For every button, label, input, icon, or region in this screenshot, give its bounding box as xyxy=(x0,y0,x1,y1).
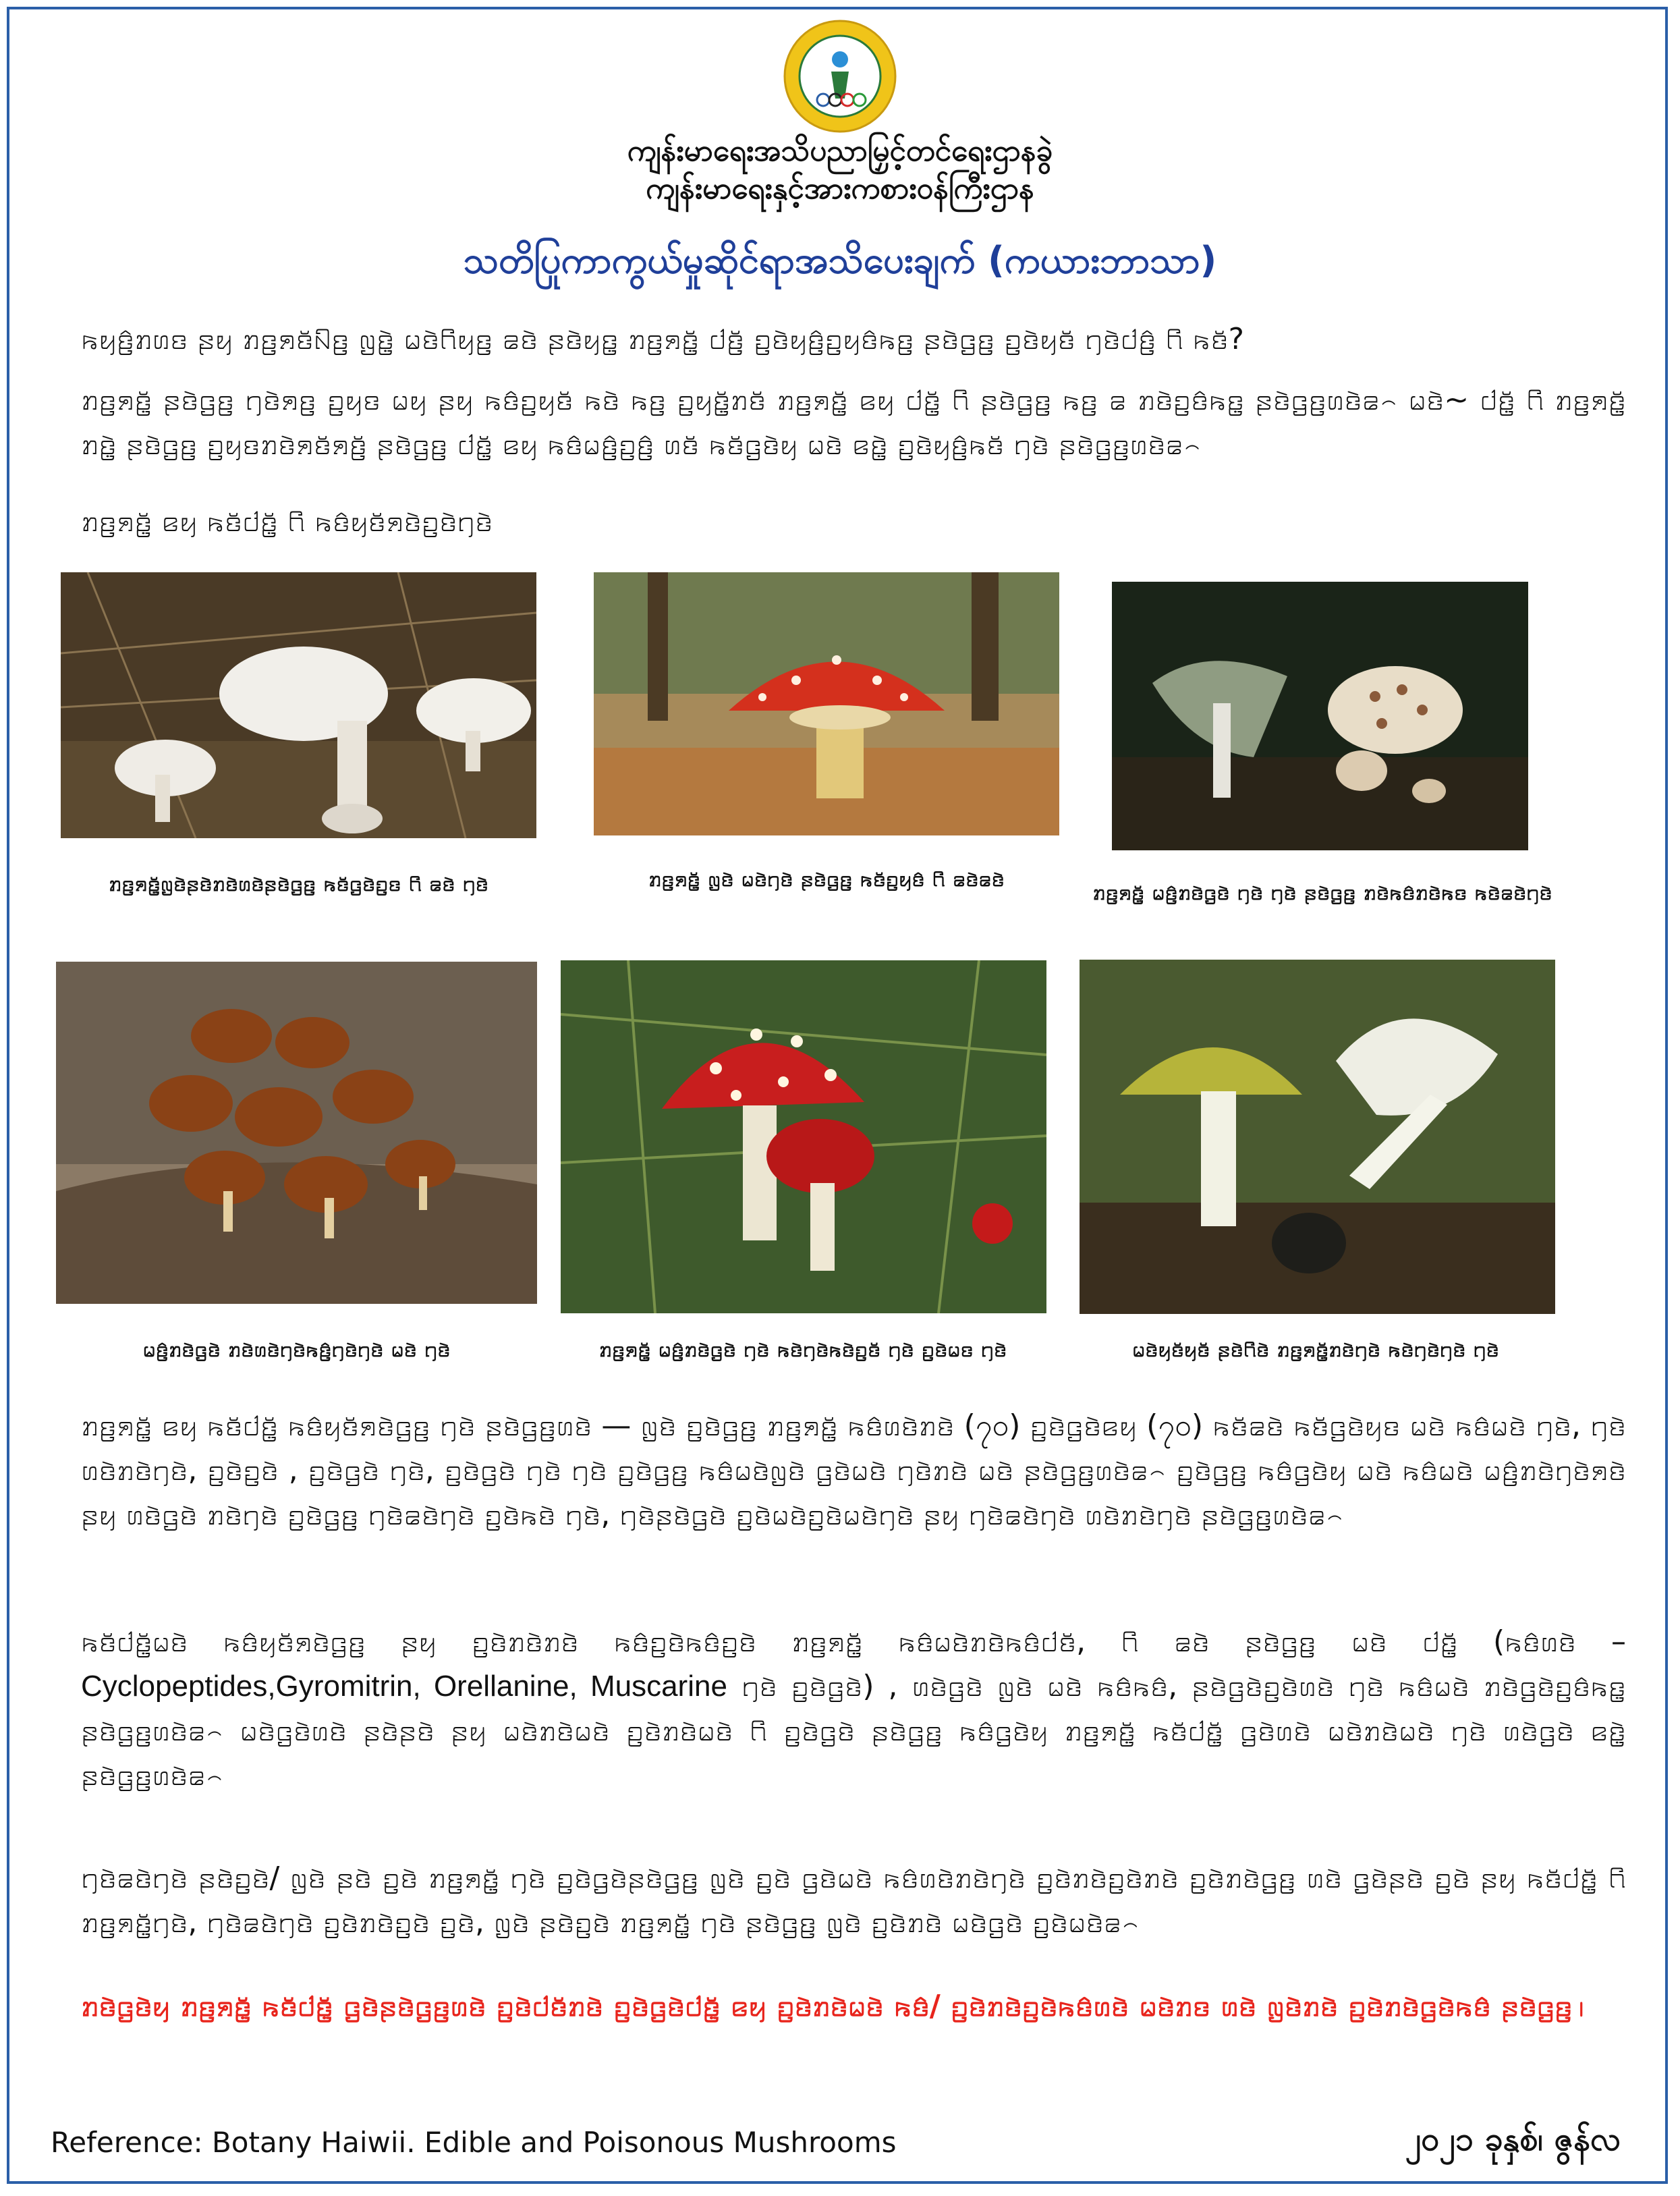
photo-caption-6: ꤗꤢꤧꤟꤢꤩꤟꤢꤩ ꤔꤢꤧꤖꤢꤧ ꤊꤢ꤬ꤎꤢꤩ꤭ꤊꤢꤧꤚꤢꤧ ꤒꤢꤧꤚꤢꤧꤚꤢꤧ ꤚꤢꤧ xyxy=(1132,1336,1499,1362)
warning-text: ꤊꤢꤧꤞꤢꤧꤟ ꤊꤢ꤬ꤎꤢꤩ꤭ ꤒꤢꤩꤓꤢꤩ꤭ ꤞꤢꤧꤔꤢꤧꤞꤢ꤬ꤛꤢꤧ ꤑꤢꤧꤓꤢꤩꤊꤢꤧ ꤑꤢꤧꤞꤢꤧꤓꤢꤩ꤭ ꤕꤟ ꤑꤢꤧꤊꤢꤧꤗꤢꤧ ꤒꤢꤨ/ ꤑꤢꤧꤊꤢꤧꤑꤢꤧꤒꤢꤨꤛꤢꤧ ꤗꤢꤧꤊꤢ ꤛꤢꤧ ꤜꤢꤧꤊꤢꤧ ꤑꤢꤧꤊꤢꤧꤞꤢꤧꤒꤢꤨ ꤔꤢꤧꤞꤢ꤬꤯ xyxy=(81,1989,1590,2023)
intro-question: ꤒꤟꤢꤨ꤬ꤊꤛꤢ ꤔꤟ ꤊꤢ꤬ꤎꤢꤩꤡꤢ꤬ ꤜꤢꤧ꤭ ꤗꤢꤧꤖꤟꤢ꤬ ꤘꤢꤧ ꤔꤢꤧꤟꤢ꤭ ꤊꤢ꤬ꤎꤢꤩ꤭ ꤓꤢꤩ꤬ ꤑꤢꤧꤟꤢꤨ꤬ꤑꤟꤢꤨꤒꤢ꤬ ꤔꤢꤧꤞꤢ꤬ ꤑꤢꤧꤟꤢꤩ ꤚꤢꤧꤓꤢꤨ꤬ ꤖ ꤒꤢꤩ? xyxy=(81,322,1244,356)
body-paragraph-2 xyxy=(81,1620,1626,1798)
photo-caption-3: ꤊꤢ꤬ꤎꤢꤩ꤭ ꤗꤢꤨ꤬ꤊꤢꤧꤞꤢꤧ ꤚꤢꤧ ꤚꤢꤧ ꤔꤢꤧꤞꤢ꤬ ꤊꤢꤧꤒꤢꤨꤊꤢꤧꤒꤢ ꤒꤢꤧꤘꤢꤧꤚꤢꤧ xyxy=(1092,879,1552,905)
toxin-names: Cyclopeptides,Gyromitrin, Orellanine, Muscarine xyxy=(81,1670,727,1703)
org-name-line2: ကျန်းမာရေးနှင့်အားကစားဝန်ကြီးဌာန xyxy=(646,171,1034,206)
photo-caption-4: ꤗꤢꤨ꤬ꤊꤢꤧꤞꤢꤧ ꤊꤢꤧꤛꤢꤧꤚꤢꤧꤒꤢꤨ꤬ꤚꤢꤧꤚꤢꤧ ꤗꤢꤧ ꤚꤢꤧ xyxy=(142,1336,451,1362)
publication-date: ၂၀၂၁ ခုနှစ်၊ ဇွန်လ xyxy=(1405,2120,1621,2158)
photo-caption-1: ꤊꤢ꤬ꤎꤢꤩ꤭ꤜꤢꤧꤔꤢꤧꤊꤢꤧꤛꤢꤧꤔꤢꤧꤞꤢ꤬ ꤒꤢꤩꤞꤢꤧꤑꤢ ꤖ ꤘꤢꤧ ꤚꤢꤧ xyxy=(109,871,488,896)
page-title: သတိပြုကာကွယ်မှုဆိုင်ရာအသိပေးချက် (ကယားဘာသာ) xyxy=(463,239,1217,281)
photos-label: ꤊꤢ꤬ꤎꤢꤩ꤭ ꤕꤟ ꤒꤢꤩꤓꤢꤩ꤭ ꤖ ꤒꤢꤨꤟꤢꤩꤎꤢꤧꤑꤢꤧꤚꤢꤧ xyxy=(81,504,493,539)
body-paragraph-2-start: ꤒꤢꤩꤓꤢꤩ꤭ꤗꤢꤧ ꤒꤢꤨꤟꤢꤩꤎꤢꤧꤞꤢ꤬ ꤔꤟ ꤑꤢꤧꤊꤢꤧꤊꤢꤧ ꤒꤢꤨꤑꤢꤧꤒꤢꤨꤑꤢꤧ ꤊꤢ꤬ꤎꤢꤩ꤭ ꤒꤢꤨꤗꤢꤧꤊꤢꤧꤒꤢꤨꤓꤢꤩ, ꤖ ꤘꤢꤧ ꤔꤢꤧꤞꤢ꤬ ꤗꤢꤧ ꤓꤢꤩ꤭ (ꤒꤢꤨꤛꤢꤧ – xyxy=(81,1624,1626,1659)
body-paragraph-3: ꤚꤢꤧꤘꤢꤧꤚꤢꤧ ꤔꤢꤧꤑꤢꤧ/ ꤜꤢꤧ ꤔꤢꤧ ꤑꤢꤧ ꤊꤢ꤬ꤎꤢꤩ꤭ ꤚꤢꤧ ꤑꤢꤧꤞꤢꤧꤔꤢꤧꤞꤢ꤬ ꤜꤢꤧ ꤑꤢꤧ ꤞꤢꤧꤗꤢꤧ ꤒꤢꤨꤛꤢꤧꤊꤢꤧꤚꤢꤧ ꤑꤢꤧꤊꤢꤧꤑꤢꤧꤊꤢꤧ ꤑꤢꤧꤊꤢꤧꤞꤢ꤬ ꤛꤢꤧ ꤞꤢꤧꤔꤢꤧ ꤑꤢꤧ ꤔꤟ ꤒꤢꤩꤓꤢꤩ꤭ ꤖ ꤊꤢ꤬ꤎꤢꤩ꤭ꤚꤢꤧ, ꤚꤢꤧꤘꤢꤧꤚꤢꤧ ꤑꤢꤧꤊꤢꤧꤑꤢꤧ ꤑꤢꤧ, ꤜꤢꤧ ꤔꤢꤧꤑꤢꤧ ꤊꤢ꤬ꤎꤢꤩ꤭ ꤚꤢꤧ ꤔꤢꤧꤞꤢ꤬ ꤜꤢꤧ ꤑꤢꤧꤊꤢꤧ ꤗꤢꤧꤞꤢꤧ ꤑꤢꤧꤗꤢꤧꤘ꤮ xyxy=(81,1861,1626,1940)
mushroom-photo-1 xyxy=(61,572,536,838)
mushroom-photo-5 xyxy=(561,960,1046,1313)
mushroom-photo-6 xyxy=(1080,960,1555,1314)
mushroom-photo-4 xyxy=(56,962,537,1304)
body-paragraph-2-end: ꤚꤢꤧ ꤑꤢꤧꤞꤢꤧ) , ꤛꤢꤧꤞꤢꤧ ꤜꤢꤧ ꤗꤢꤧ ꤒꤢꤨꤒꤢꤨ, ꤔꤢꤧꤞꤢꤧꤑꤢꤧꤛꤢꤧ ꤚꤢꤧ ꤒꤢꤨꤗꤢꤧ ꤊꤢꤧꤞꤢꤧꤑꤢꤨꤒꤢ꤭ ꤔꤢꤧꤞꤢ꤬ꤛꤢꤧꤘ꤮ ꤗꤢꤧꤞꤢꤧꤛꤢꤧ ꤔꤢꤧꤔꤢꤧ ꤔꤟ ꤗꤢꤧꤊꤢꤧꤗꤢꤧ ꤑꤢꤧꤊꤢꤧꤗꤢꤧ ꤖ ꤑꤢꤧꤞꤢꤧ ꤔꤢꤧꤞꤢ꤬ ꤒꤢꤨꤞꤢꤧꤟ ꤊꤢ꤬ꤎꤢꤩ꤭ ꤒꤢꤩꤓꤢꤩ꤭ ꤞꤢꤧꤛꤢꤧ ꤗꤢꤧꤊꤢꤧꤗꤢꤧ ꤚꤢꤧ ꤛꤢꤧꤞꤢꤧ ꤕꤢꤧ꤭ ꤔꤢꤧꤞꤢ꤬ꤛꤢꤧꤘ꤮ xyxy=(81,1669,1626,1792)
ministry-logo xyxy=(783,19,897,134)
org-name-line1: ကျန်းမာရေးအသိပညာမြှင့်တင်ရေးဌာနခွဲ xyxy=(627,134,1053,168)
intro-paragraph: ꤊꤢ꤬ꤎꤢꤩ꤭ ꤔꤢꤧꤞꤢ꤬ ꤚꤢꤧꤎꤢ꤬ ꤑꤟꤢ ꤗꤟ ꤔꤟ ꤒꤢꤨꤑꤟꤢꤩ ꤒꤢꤧ ꤒꤢ꤬ ꤑꤟꤢꤩ꤭ꤊꤢꤩ ꤊꤢ꤬ꤎꤢꤩ꤭ ꤕꤟ ꤓꤢꤩ꤭ ꤖ ꤔꤢꤧꤞꤢ꤬ ꤒꤢ꤬ ꤘ ꤊꤢꤧꤑꤢꤨꤒꤢ꤭ ꤔꤢꤧꤞꤢ꤬ꤛꤢꤧꤘ꤮ ꤗꤢꤧ~ ꤓꤢꤩ꤭ ꤖ ꤊꤢ꤬ꤎꤢꤩ꤭ ꤊꤢꤧ꤭ ꤔꤢꤧꤞꤢ꤬ ꤑꤟꤢꤊꤢꤧꤎꤢꤩꤎꤢꤩ꤬ ꤔꤢꤧꤞꤢ꤬ ꤓꤢꤩ꤭ ꤕꤟ ꤒꤢꤨꤗꤢꤨ꤬ꤑꤢꤨ꤬ ꤛꤢꤩ ꤒꤢꤩꤞꤢꤧꤟ ꤗꤢꤧ ꤕꤢꤧ꤭ ꤑꤢꤧꤟꤢꤨ꤬ꤒꤢꤩ ꤚꤢꤧ ꤔꤢꤧꤞꤢ꤬ꤛꤢꤧꤘ꤮ xyxy=(81,383,1626,462)
photo-caption-2: ꤊꤢ꤬ꤎꤢꤩ꤭ ꤜꤢꤧ ꤗꤢꤧꤚꤢꤧ ꤔꤢꤧꤞꤢ꤬ ꤒꤢꤩꤑꤟꤢꤨ ꤖ ꤘꤢꤧꤘꤢꤧ xyxy=(648,866,1005,891)
mushroom-photo-2 xyxy=(594,572,1059,835)
photo-caption-5: ꤊꤢ꤬ꤎꤢꤩ꤭ ꤗꤢꤨ꤬ꤊꤢꤧꤞꤢꤧ ꤚꤢꤧ ꤒꤢꤧꤚꤢꤧꤒꤢꤧꤑꤢꤩ ꤚꤢꤧ ꤑꤢꤧꤗꤢ ꤚꤢꤧ xyxy=(598,1336,1007,1362)
reference-text: Reference: Botany Haiwii. Edible and Poisonous Mushrooms xyxy=(51,2126,897,2159)
mushroom-photo-3 xyxy=(1112,582,1528,850)
body-paragraph-1: ꤊꤢ꤬ꤎꤢꤩ꤭ ꤕꤟ ꤒꤢꤩꤓꤢꤩ꤭ ꤒꤢꤨꤟꤢꤩꤎꤢꤧꤞꤢ꤬ ꤚꤢꤧ ꤔꤢꤧꤞꤢ꤬ꤛꤢꤧ — ꤜꤢꤧ ꤑꤢꤧꤞꤢ꤬ ꤊꤢ꤬ꤎꤢꤩ꤭ ꤒꤢꤨꤛꤢꤧꤊꤢꤧ (၇၀) ꤑꤢꤧꤞꤢꤧꤕꤟ (၇၀) ꤒꤢꤩꤘꤢꤧ ꤒꤢꤩꤞꤢꤧꤟꤢ ꤗꤢꤧ ꤒꤢꤨꤗꤢꤧ ꤚꤢꤧ, ꤚꤢꤧ ꤛꤢꤧꤊꤢꤧꤚꤢꤧ, ꤑꤢꤧꤑꤢꤧ , ꤑꤢꤧꤞꤢꤧ ꤚꤢꤧ, ꤑꤢꤧꤞꤢꤧ ꤚꤢꤧ ꤚꤢꤧ ꤑꤢꤧꤞꤢ꤬ ꤒꤢꤨꤗꤢꤧꤜꤢꤧ ꤞꤢꤧꤗꤢꤧ ꤚꤢꤧꤊꤢꤧ ꤗꤢꤧ ꤔꤢꤧꤞꤢ꤬ꤛꤢꤧꤘ꤮ ꤑꤢꤧꤞꤢ꤬ ꤒꤢꤨꤞꤢꤧꤟ ꤗꤢꤧ ꤒꤢꤨꤗꤢꤧ ꤗꤢꤨ꤬ꤊꤢꤧꤚꤢꤧꤎꤢꤧ ꤔꤟ ꤛꤢꤧꤞꤢꤧ ꤊꤢꤧꤚꤢꤧ ꤑꤢꤧꤞꤢ꤬ ꤚꤢꤧꤘꤢꤧꤚꤢꤧ ꤑꤢꤧꤒꤢꤧ ꤚꤢꤧ, ꤚꤢꤧꤔꤢꤧꤞꤢꤧ ꤑꤢꤧꤗꤢꤧꤑꤢꤧꤗꤢꤧꤚꤢꤧ ꤔꤟ ꤚꤢꤧꤘꤢꤧꤚꤢꤧ ꤛꤢꤧꤊꤢꤧꤚꤢꤧ ꤔꤢꤧꤞꤢ꤬ꤛꤢꤧꤘ꤮ xyxy=(81,1408,1626,1532)
